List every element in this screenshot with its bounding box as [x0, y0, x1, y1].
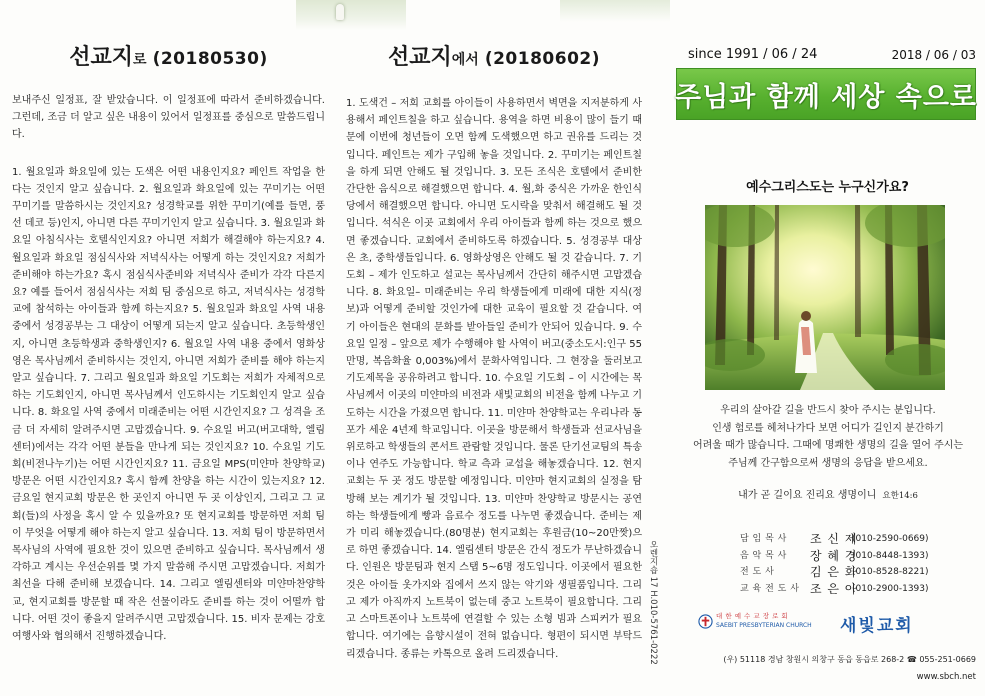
verse-reference: 요한14:6 — [882, 491, 918, 501]
staff-row — [740, 548, 980, 565]
message-line: 인생 험로를 헤쳐나가다 보면 어디가 길인지 분간하기 — [712, 422, 944, 434]
verse-text: 내가 곧 길이요 진리요 생명이니 — [738, 490, 877, 501]
middle-article — [346, 95, 642, 690]
message-line: 어려울 때가 많습니다. 그때에 명쾌한 생명의 길을 열어 주시는 — [692, 440, 964, 451]
staff-name: 조 은 아 — [810, 581, 858, 596]
middle-article-body: 1. 도색건 – 저희 교회를 아이들이 사용하면서 벽면을 지저분하게 사용해서 페인트칠을 하고 싶습니다. 용역을 하면 비용이 많이 들기 때문에 이번에 청년들이 오면 함께 도색했으면 하고 권유를 드리는 것입니다. 페인트는 제가 구입해 놓을 것입니다. 2. 꾸미기는 페인트칠을 하게 되면 안해도 될 것입니다. 3. 모든 조식은 호텔에서 준비한 간단한 음식으로 해결했으면 합니다. 4. 월,화 중식은 가까운 한인식당에서 해결했으면 합니다. 아니면 도시락을 맞춰서 해결해도 될 것입니다. 석식은 이곳 교회에서 우리 아이들과 함께 하는 것으로 했으면 좋겠습니다. 교회에서 준비하도록 하겠습니다. 5. 성경공부 대상은 초, 중학생들입니다. 6. 영화상영은 안해도 될 것 같습니다. 7. 기도회 – 제가 인도하고 설교는 목사님께서 간단히 해주시면 고맙겠습니다. 8. 화요일– 미래준비는 우리 학생들에게 미래에 대한 지식(정보)과 어떻게 준비할 것인가에 대한 교육이 필요할 것 같습니다. 여기 아이들은 현대의 문화를 받아들일 준비가 안되어 있습니다. 9. 수요일 일정 – 앞으로 제가 수행해야 할 사역이 버고(중소도시:인구 55만명, 복음화율 0,003%)에서 문화사역입니다. 그 현장을 둘러보고 기도제목을 공유하려고 합니다. 10. 수요일 기도회 – 이 시간에는 목사님께서 이곳의 미얀마의 비전과 새빛교회의 비전을 함께 나누고 기도하는 시간을 가졌으면 합니다. 11. 미얀마 찬양학교는 우리나라 동포가 세운 4년제 학교입니다. 이곳을 방문해서 학생들과 선교사님을 위로하고 학생들의 콘서트 관람할 것입니다. 물론 단기선교팀의 특송이나 연주도 가능합니다. 학교 측과 교섭을 해놓겠습니다. 12. 현지교회는 두 곳 정도 방문할 예정입니다. 미얀마 현지교회의 실정을 탐방해 보는 계기가 될 것입니다. 13. 미얀마 찬양학교 방문시는 공연하는 학생들에게 빵과 음료수 정도를 나누면 좋겠습니다. 준비는 제가 미리 해놓겠습니다.(80명분) 현지교회는 후원금(10~20만짯)으로 하면 좋겠습니다. 14. 엘림센터 방문은 간식 정도가 무난하겠습니다. 인원은 방문팀과 현지 스탭 5~6명 정도입니다. 이곳에서 필요한 것은 아이들 옷가지와 집에서 쓰지 않는 악기와 생필품입니다. 그리고 제가 아직까지 노트북이 없는데 중고 노트북이 필요합니다. 그리고 스마트폰이나 노트북에 연결할 수 있는 소형 빔과 스피커가 필요합니다. 여기에는 음향시설이 전혀 없습니다. 형편이 되시면 부탁드리겠습니다. 종류는 카톡으로 올려 드리겠습니다. — [346, 98, 642, 660]
staff-row — [740, 564, 980, 581]
bible-verse — [682, 486, 974, 501]
middle-title-date: (20180602) — [484, 49, 600, 69]
church-phone: ☎ 055-251-0669 — [906, 655, 976, 664]
issue-date: 2018 / 06 / 03 — [891, 48, 976, 62]
address-text: (우) 51118 경남 창원시 의창구 동읍 동읍로 268-2 — [723, 655, 905, 664]
left-article-title — [12, 42, 325, 74]
left-title-suffix: 로 — [133, 52, 147, 68]
left-title-main: 선교지 — [69, 45, 134, 70]
print-info-vertical: 오렌지숍 17 H.010-5761-0222 — [648, 540, 658, 665]
staff-name: 조 신 제 — [810, 532, 858, 546]
staff-list — [740, 531, 980, 597]
staff-role: 전 도 사 — [740, 567, 775, 577]
figure-head — [801, 311, 811, 321]
left-article — [12, 92, 325, 690]
motto-text: 주님과 함께 세상 속으로 — [674, 81, 978, 113]
staff-name: 장 혜 경 — [810, 548, 858, 563]
staff-role: 음 악 목 사 — [740, 550, 787, 561]
staff-row — [740, 581, 980, 598]
church-english-name: SAEBIT PRESBYTERIAN CHURCH — [716, 622, 812, 629]
message-line: 주님께 간구함으로써 생명의 응답을 받으세요. — [728, 457, 928, 469]
middle-title-suffix: 에서 — [451, 52, 479, 68]
left-article-intro: 보내주신 일정표, 잘 받았습니다. 이 일정표에 따라서 준비하겠습니다. 그런데, 조금 더 알고 싶은 내용이 있어서 일정표를 중심으로 말씀드립니다. — [12, 95, 325, 141]
feature-question: 예수그리스도는 누구신가요? — [746, 180, 909, 195]
middle-article-title — [346, 42, 642, 74]
feature-message — [682, 402, 974, 472]
church-name: 새빛교회 — [840, 616, 914, 636]
church-address — [684, 654, 976, 665]
staff-phone: (010-2590-0669) — [852, 534, 929, 544]
motto-banner — [676, 68, 976, 120]
middle-title-main: 선교지 — [388, 45, 452, 70]
staff-row — [740, 531, 980, 548]
staff-role: 교 육 전 도 사 — [740, 583, 800, 594]
staff-phone: (010-2900-1393) — [852, 583, 929, 594]
left-title-date: (20180530) — [152, 49, 268, 69]
church-logo — [698, 611, 978, 635]
jesus-forest-illustration — [705, 205, 945, 390]
header-decoration-fade — [560, 0, 670, 22]
tree-trunk — [855, 205, 861, 337]
church-website: www.sbch.net — [916, 672, 976, 682]
staff-role: 담 임 목 사 — [740, 534, 787, 544]
founding-date: since 1991 / 06 / 24 — [688, 47, 818, 62]
staff-phone: (010-8448-1393) — [852, 550, 929, 561]
header-decoration-image — [296, 0, 406, 30]
denomination-label: 대 한 예 수 교 장 로 회 — [716, 612, 789, 620]
staff-phone: (010-8528-8221) — [852, 567, 929, 577]
message-line: 우리의 살아갈 길을 반드시 찾아 주시는 분입니다. — [720, 405, 936, 416]
staff-name: 김 은 화 — [810, 565, 858, 579]
left-article-body: 1. 월요일과 화요일에 있는 도색은 어떤 내용인지요? 페인트 작업을 한다는 것인지 알고 싶습니다. 2. 월요일과 화요일에 있는 꾸미기는 어떤 꾸미기를 말씀하시는 것인지요? 성경학교를 위한 꾸미기(예를 들면, 풍선 데코 등)인지, 아니면 다른 꾸미기인지 알고 싶습니다. 3. 월요일과 화요일 아침식사는 호텔식인지요? 아니면 저희가 해결해야 하는지요? 4. 월요일과 화요일 점심식사와 저녁식사는 어떻게 하는 것인지요? 저희가 준비해야 하는가요? 혹시 점심식사준비와 저녁식사 준비가 각각 다른지요? 예를 들어서 점심식사는 저희 팀 중심으로 하고, 저녁식사는 성경학교에 참석하는 아이들과 함께 하는지요? 5. 월요일과 화요일 사역 내용 중에서 성경공부는 그 대상이 어떻게 되는지 알고 싶습니다. 초등학생인지, 아니면 초등학생과 중학생인지? 6. 월요일 사역 내용 중에서 영화상영은 목사님께서 준비하시는 것인지, 아니면 저희가 준비를 해야 하는지 알고 싶습니다. 7. 그리고 월요일과 화요일 기도회는 저희가 자체적으로 하는 기도회인지, 아니면 목사님께서 인도하시는 기도회인지 알고 싶습니다. 8. 화요일 사역 중에서 미래준비는 어떤 시간인지요? 그 성격을 조금 더 자세히 알려주시면 고맙겠습니다. 9. 수요일 버고(버고대학, 엘림센터)에서는 각각 어떤 분들을 만나게 되는 것인지요? 10. 수요일 기도회(비전나누기)는 어떤 시간인지요? 11. 금요일 MPS(미얀마 찬양학교) 방문은 어떤 시간인지요? 혹시 함께 찬양을 하는 시간이 있는지요? 12. 금요일 현지교회 방문은 한 곳인지 아니면 두 곳 이상인지, 그리고 그 교회(들)의 사정을 혹시 알 수 있을까요? 또 현지교회를 방문하면 저희 팀이 무엇을 어떻게 해야 하는지 알고 싶습니다. 13. 저희 팀이 방문하면서 목사님의 사역에 필요한 것이 있으면 준비하고 싶습니다. 목사님께서 생각하고 계시는 우선순위를 몇 가지 말씀해 주시면 고맙겠습니다. 저희가 최선을 다해 준비해 보겠습니다. 14. 그리고 엘림센터와 미얀마찬양학교, 현지교회를 방문할 때 작은 선물이라도 준비를 하는 것이 어떨까 합니다. 어떤 것이 좋을지 알려주시면 고맙겠습니다. 15. 비자 문제는 강호여행사와 협의해서 진행하겠습니다. — [12, 166, 325, 643]
church-emblem-icon — [698, 614, 713, 629]
small-figure-image — [336, 4, 344, 20]
